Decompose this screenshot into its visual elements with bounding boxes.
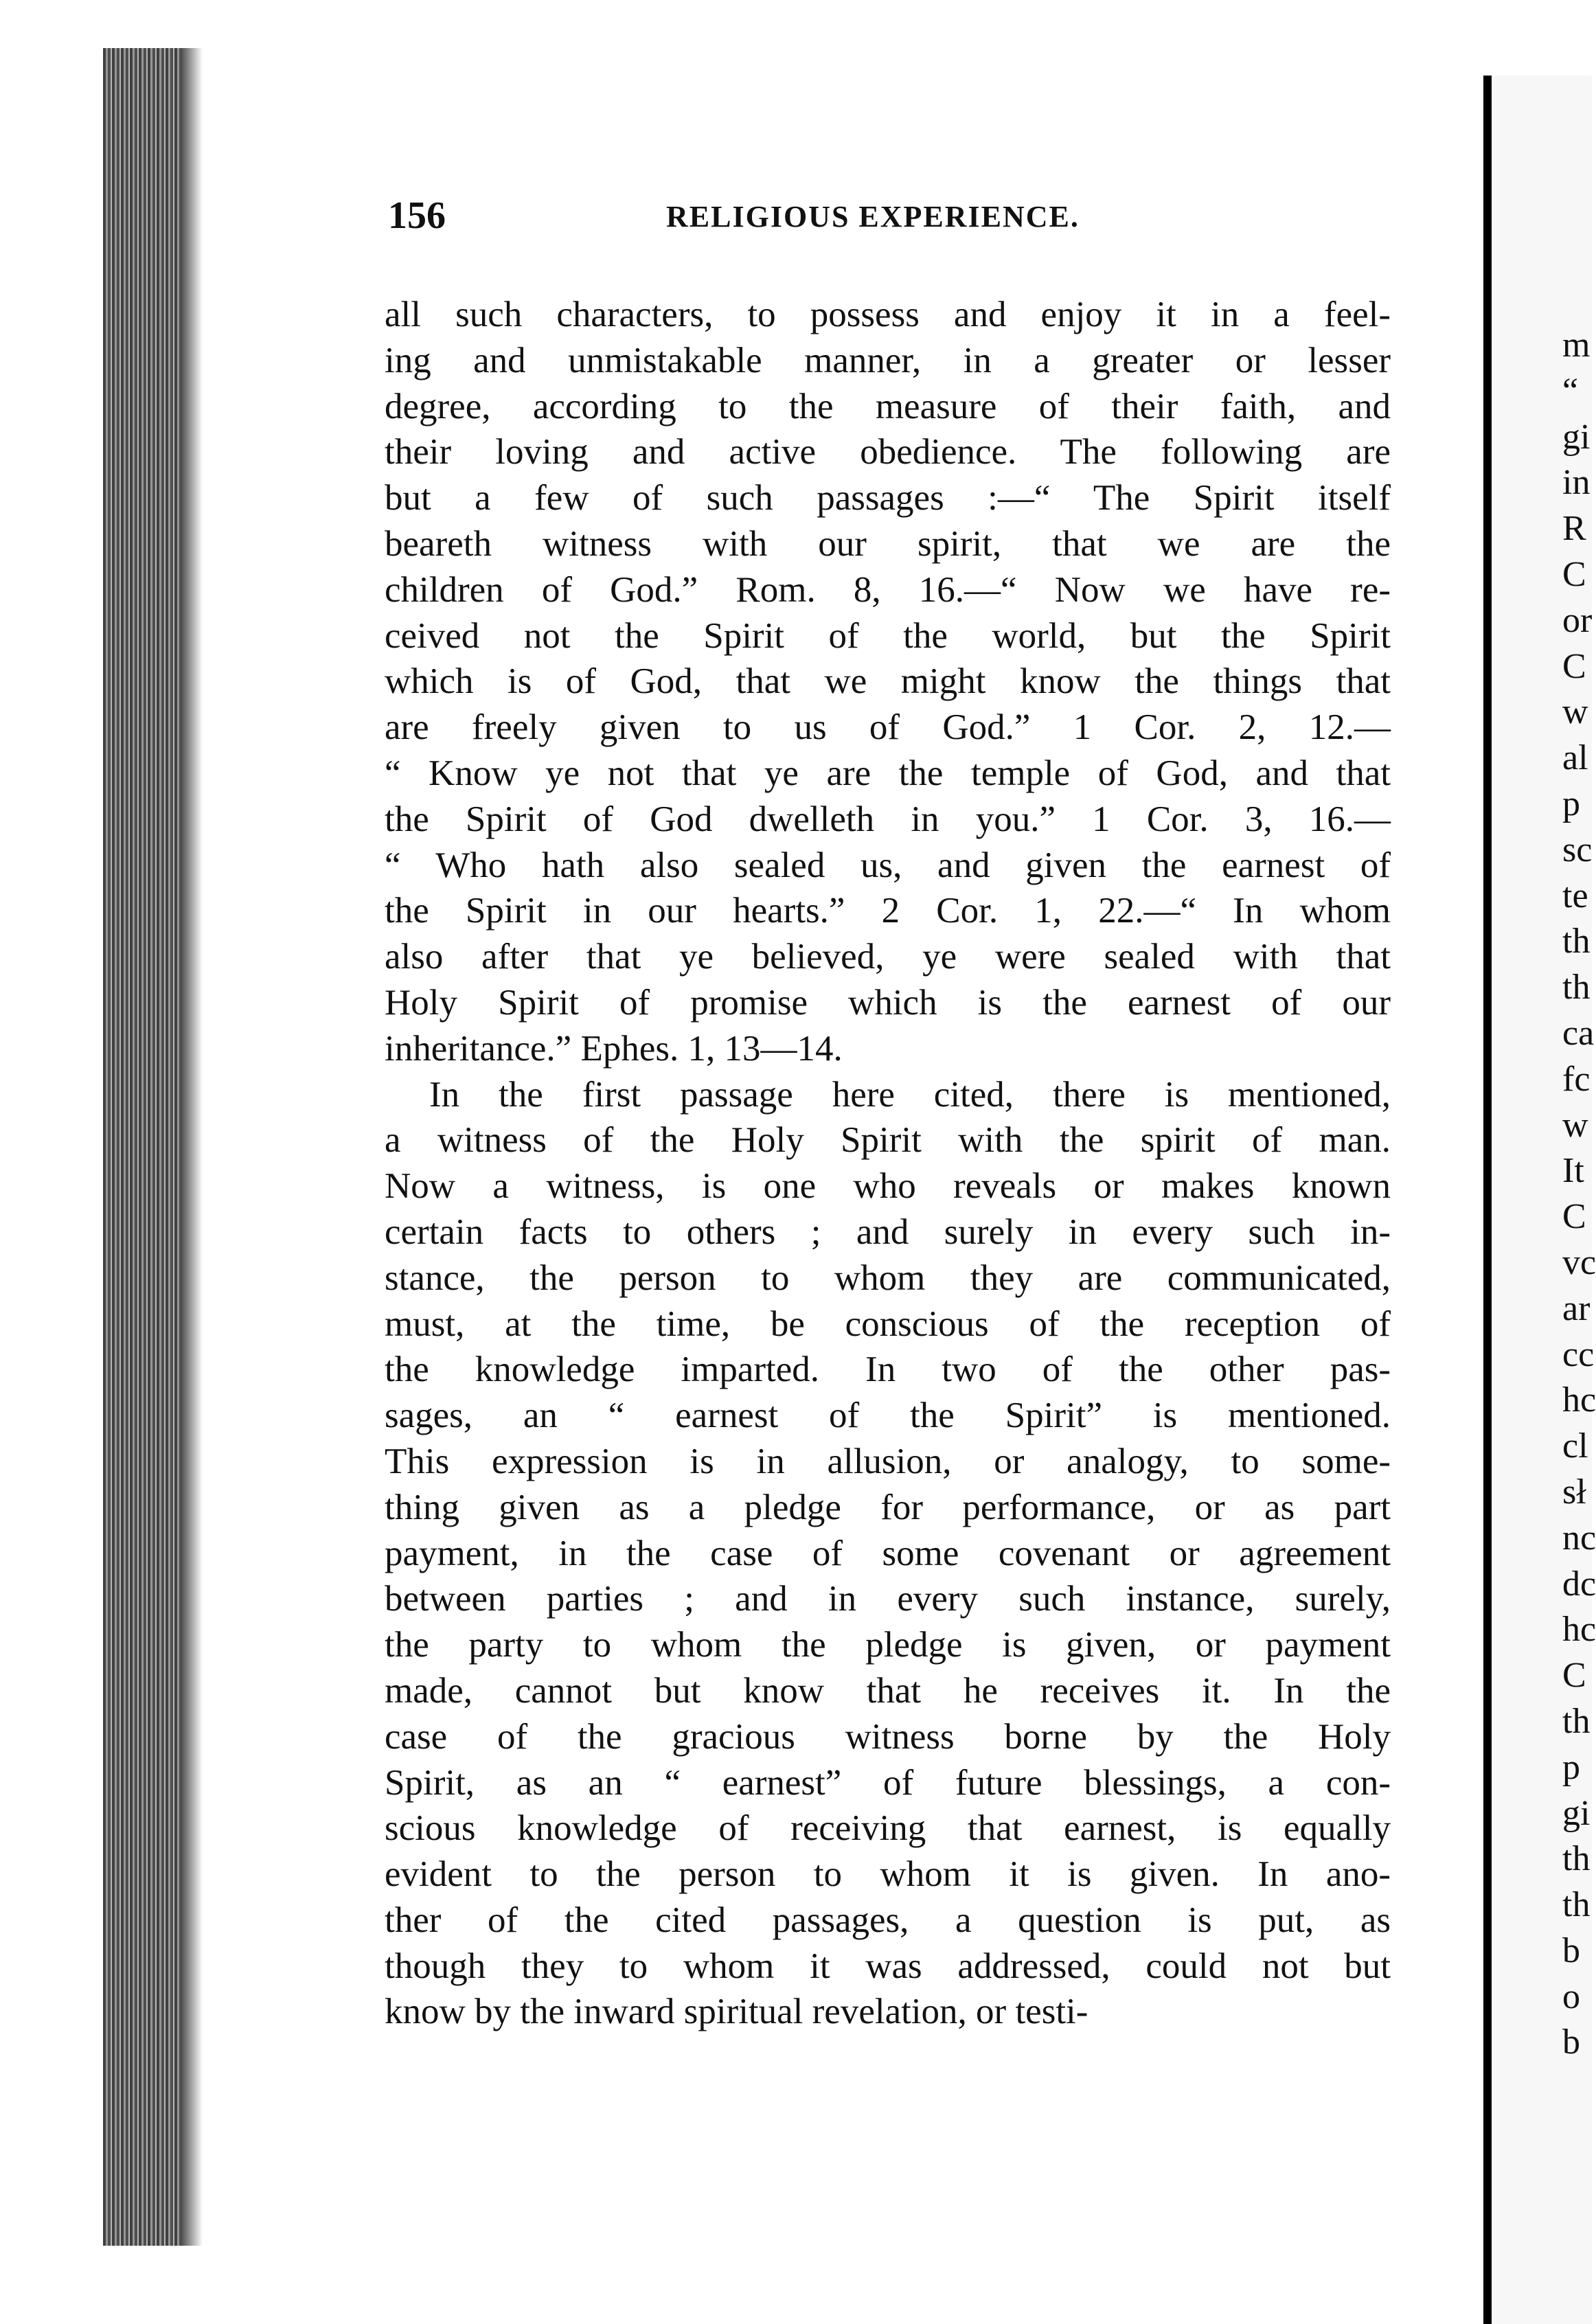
text-line: case of the gracious witness borne by the Holy <box>385 1716 1391 1757</box>
facing-fragment: It <box>1562 1151 1584 1191</box>
facing-fragment: cl <box>1562 1426 1588 1466</box>
page-number: 156 <box>388 194 446 237</box>
text-line: the Spirit of God dwelleth in you.” 1 Cor. 3, 16.— <box>385 799 1391 839</box>
text-line: the party to whom the pledge is given, or payment <box>385 1625 1391 1665</box>
text-line: which is of God, that we might know the things that <box>385 661 1391 702</box>
text-line: sages, an “ earnest of the Spirit” is mentioned. <box>385 1395 1391 1436</box>
facing-fragment: p <box>1562 784 1580 823</box>
body-text <box>385 292 1391 2035</box>
text-line: their loving and active obedience. The following are <box>385 432 1391 472</box>
text-line: are freely given to us of God.” 1 Cor. 2, 12.— <box>385 707 1391 748</box>
facing-fragment: vc <box>1562 1242 1596 1282</box>
text-line: also after that ye believed, ye were sealed with that <box>385 937 1391 977</box>
facing-fragment: R <box>1562 509 1586 549</box>
facing-fragment: al <box>1562 738 1588 778</box>
facing-fragment: hc <box>1562 1610 1596 1650</box>
text-line: certain facts to others ; and surely in every such in- <box>385 1211 1391 1252</box>
facing-fragment: te <box>1562 876 1588 915</box>
text-line: must, at the time, be conscious of the reception of <box>385 1303 1391 1344</box>
facing-fragment: th <box>1562 1885 1591 1925</box>
facing-fragment: th <box>1562 1701 1591 1741</box>
text-line: In the first passage here cited, there is mentioned, <box>429 1074 1391 1115</box>
text-line: evident to the person to whom it is given. In ano- <box>385 1854 1391 1895</box>
text-line: ther of the cited passages, a question is put, as <box>385 1900 1391 1940</box>
facing-fragment: ar <box>1562 1288 1591 1328</box>
text-line: Spirit, as an “ earnest” of future blessings, a con- <box>385 1762 1391 1803</box>
facing-fragment: sł <box>1562 1472 1586 1512</box>
facing-fragment: gi <box>1562 1793 1591 1833</box>
facing-fragment: C <box>1562 1197 1586 1237</box>
facing-page-text <box>1562 323 1596 2066</box>
text-line: thing given as a pledge for performance, or as part <box>385 1487 1391 1527</box>
facing-fragment: nc <box>1562 1518 1596 1558</box>
text-line: stance, the person to whom they are communicated, <box>385 1257 1391 1298</box>
text-line: This expression is in allusion, or analogy, to some- <box>385 1441 1391 1481</box>
facing-fragment: fc <box>1562 1059 1591 1099</box>
text-line: the knowledge imparted. In two of the other pas- <box>385 1349 1391 1390</box>
facing-fragment: th <box>1562 968 1591 1007</box>
facing-fragment: o <box>1562 1976 1580 2016</box>
facing-fragment: th <box>1562 1839 1591 1879</box>
facing-fragment: b <box>1562 1930 1580 1970</box>
facing-fragment: C <box>1562 1656 1586 1696</box>
facing-fragment: C <box>1562 554 1586 594</box>
text-line: a witness of the Holy Spirit with the spirit of man. <box>385 1120 1391 1161</box>
text-line: between parties ; and in every such instance, surely, <box>385 1579 1391 1619</box>
text-line: ceived not the Spirit of the world, but the Spirit <box>385 615 1391 656</box>
facing-fragment: w <box>1562 692 1588 732</box>
facing-fragment: th <box>1562 922 1591 961</box>
text-line: payment, in the case of some covenant or agreement <box>385 1533 1391 1573</box>
text-line: but a few of such passages :—“ The Spirit itself <box>385 478 1391 519</box>
facing-fragment: in <box>1562 463 1591 503</box>
text-line: degree, according to the measure of their faith, and <box>385 386 1391 426</box>
text-line: “ Who hath also sealed us, and given the earnest of <box>385 845 1391 885</box>
facing-fragment: p <box>1562 1747 1580 1787</box>
page-header <box>388 194 1411 242</box>
text-line: made, cannot but know that he receives it. In the <box>385 1670 1391 1711</box>
text-line: the Spirit in our hearts.” 2 Cor. 1, 22.—“ In whom <box>385 891 1391 931</box>
facing-fragment: C <box>1562 646 1586 686</box>
facing-fragment: cc <box>1562 1334 1595 1374</box>
facing-fragment: dc <box>1562 1564 1596 1604</box>
facing-fragment: “ <box>1562 371 1579 411</box>
text-line: know by the inward spiritual revelation, or testi- <box>385 1992 1088 2032</box>
text-line: beareth witness with our spirit, that we are the <box>385 523 1391 564</box>
facing-fragment: m <box>1562 326 1591 365</box>
facing-fragment: ca <box>1562 1013 1595 1053</box>
text-line: ing and unmistakable manner, in a greater or lesser <box>385 340 1391 380</box>
text-line: all such characters, to possess and enjoy it in a feel- <box>385 295 1391 334</box>
text-line: children of God.” Rom. 8, 16.—“ Now we have re- <box>385 569 1391 610</box>
page-edge-strip <box>103 48 182 2246</box>
page-edge-shadow <box>182 48 203 2246</box>
facing-fragment: gi <box>1562 417 1591 457</box>
text-line: Holy Spirit of promise which is the earnest of our <box>385 982 1391 1023</box>
facing-fragment: w <box>1562 1105 1588 1145</box>
facing-fragment: sc <box>1562 830 1593 869</box>
facing-fragment: hc <box>1562 1380 1596 1420</box>
facing-fragment: or <box>1562 600 1593 640</box>
facing-fragment: b <box>1562 2023 1580 2062</box>
text-line: “ Know ye not that ye are the temple of God, and that <box>385 753 1391 793</box>
text-line: though they to whom it was addressed, could not but <box>385 1946 1391 1986</box>
running-title: RELIGIOUS EXPERIENCE. <box>666 200 1080 233</box>
page-gutter <box>1483 76 1492 2324</box>
text-line: scious knowledge of receiving that earnest, is equally <box>385 1808 1391 1849</box>
text-line: inheritance.” Ephes. 1, 13—14. <box>385 1028 843 1069</box>
text-line: Now a witness, is one who reveals or makes known <box>385 1166 1391 1207</box>
